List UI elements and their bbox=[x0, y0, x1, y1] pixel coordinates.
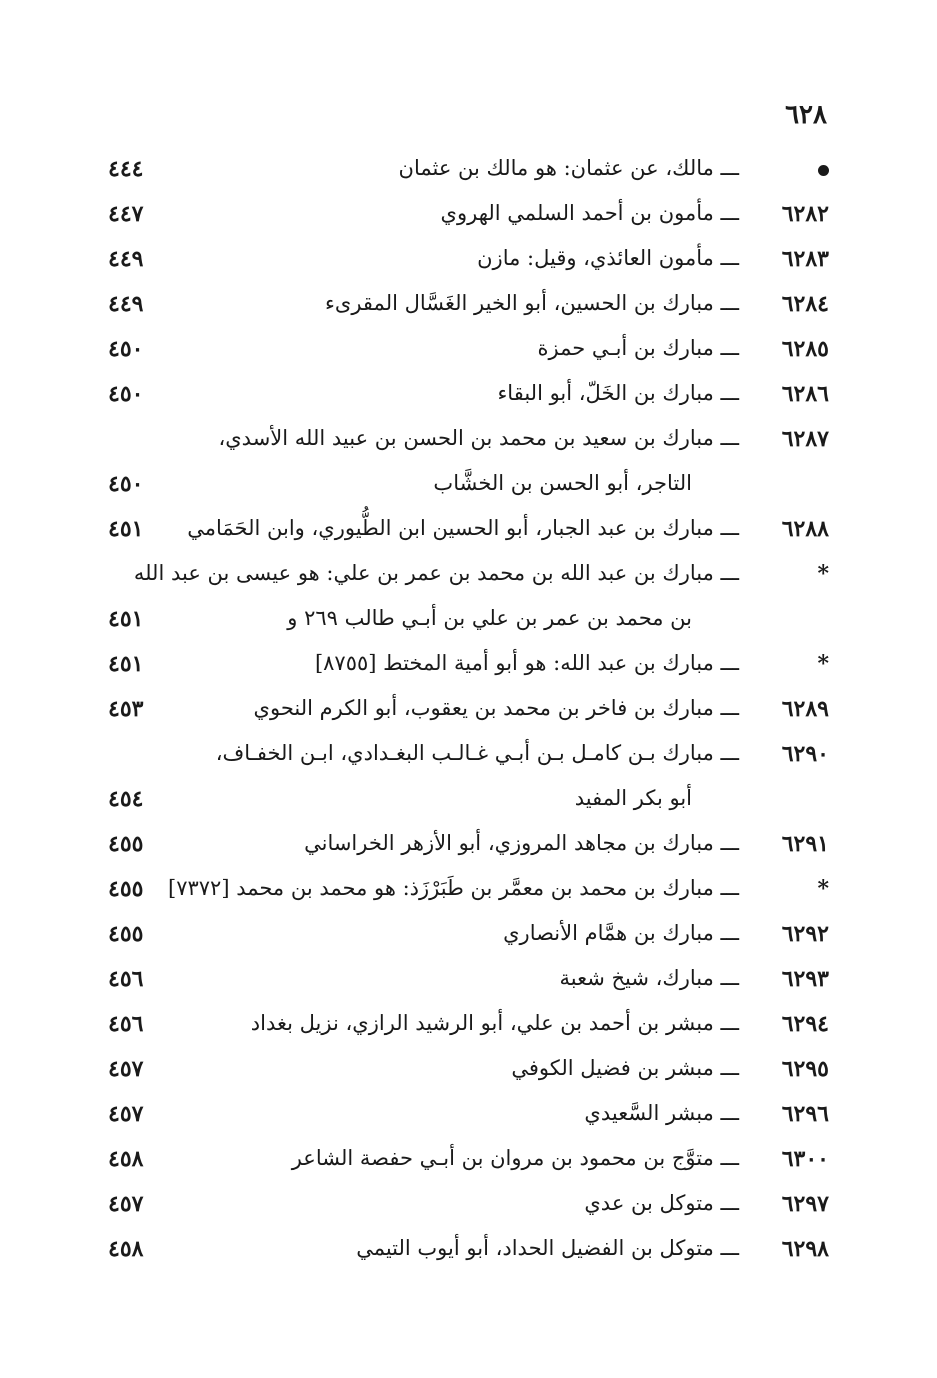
index-entry bbox=[0, 150, 937, 195]
page-reference: ٤٥٠ bbox=[108, 381, 144, 407]
page-reference: ٤٤٤ bbox=[108, 156, 144, 182]
index-entry bbox=[0, 1005, 937, 1050]
index-entry bbox=[0, 870, 937, 915]
entry-number: ٦٢٨٨ bbox=[781, 516, 829, 542]
index-entry bbox=[0, 915, 937, 960]
index-entry bbox=[0, 735, 937, 780]
page-reference: ٤٥٥ bbox=[108, 921, 144, 947]
entry-number: * bbox=[817, 561, 829, 587]
index-entry bbox=[0, 825, 937, 870]
page-reference: ٤٥٤ bbox=[108, 786, 144, 812]
page-reference: ٤٥١ bbox=[108, 606, 144, 632]
page-reference: ٤٥٥ bbox=[108, 876, 144, 902]
index-entry bbox=[0, 1050, 937, 1095]
index-entry-continuation bbox=[0, 465, 937, 510]
index-entries bbox=[0, 150, 937, 1275]
index-entry bbox=[0, 195, 937, 240]
index-entry-continuation bbox=[0, 600, 937, 645]
entry-name: ـــ مبشر السَّعيدي bbox=[584, 1101, 739, 1125]
entry-number: ٦٢٨٤ bbox=[781, 291, 829, 317]
index-entry bbox=[0, 285, 937, 330]
index-entry bbox=[0, 1230, 937, 1275]
entry-number: ٦٢٨٢ bbox=[781, 201, 829, 227]
entry-name: ـــ مبارك بـن كامـل بـن أبـي غـالـب البغـدادي، ابـن الخفـاف، bbox=[215, 741, 739, 765]
index-entry bbox=[0, 690, 937, 735]
entry-number: * bbox=[817, 651, 829, 677]
entry-number: ٦٢٨٩ bbox=[781, 696, 829, 722]
index-entry bbox=[0, 240, 937, 285]
page-reference: ٤٥٠ bbox=[108, 336, 144, 362]
entry-name: ـــ مالك، عن عثمان: هو مالك بن عثمان bbox=[398, 156, 739, 180]
index-entry bbox=[0, 330, 937, 375]
entry-number bbox=[749, 156, 829, 182]
entry-name: ـــ مبارك بن سعيد بن محمد بن الحسن بن عبيد الله الأسدي، bbox=[218, 426, 739, 450]
page-reference: ٤٥٦ bbox=[108, 1011, 144, 1037]
page-reference: ٤٤٩ bbox=[108, 291, 144, 317]
entry-name: ـــ متوكل بن عدي bbox=[584, 1191, 739, 1215]
index-entry bbox=[0, 510, 937, 555]
entry-number: ٦٢٨٧ bbox=[781, 426, 829, 452]
page-reference: ٤٥١ bbox=[108, 516, 144, 542]
entry-number: ٦٢٩٧ bbox=[781, 1191, 829, 1217]
page-reference: ٤٥٥ bbox=[108, 831, 144, 857]
index-entry bbox=[0, 645, 937, 690]
entry-name: ـــ متوكل بن الفضيل الحداد، أبو أيوب التيمي bbox=[356, 1236, 739, 1260]
entry-name: ـــ مبارك بن عبد الجبار، أبو الحسين ابن الطُّيوري، وابن الحَمَامي bbox=[187, 516, 739, 540]
entry-number: ٦٢٩٥ bbox=[781, 1056, 829, 1082]
entry-name: ـــ مبارك، شيخ شعبة bbox=[559, 966, 739, 990]
entry-name: ـــ مبارك بن الخَلّ، أبو البقاء bbox=[497, 381, 739, 405]
entry-name: ـــ مبارك بن عبد الله: هو أبو أمية المختط [٨٧٥٥] bbox=[314, 651, 739, 675]
bullet-icon bbox=[818, 165, 829, 176]
entry-number: ٦٢٩١ bbox=[781, 831, 829, 857]
entry-number: ٦٢٩٢ bbox=[781, 921, 829, 947]
page-reference: ٤٥٣ bbox=[108, 696, 144, 722]
entry-number: ٦٢٨٥ bbox=[781, 336, 829, 362]
entry-number: ٦٢٩٦ bbox=[781, 1101, 829, 1127]
entry-number: ٦٢٩٤ bbox=[781, 1011, 829, 1037]
entry-name: التاجر، أبو الحسن بن الخشَّاب bbox=[433, 471, 692, 495]
entry-number: * bbox=[817, 876, 829, 902]
index-entry bbox=[0, 960, 937, 1005]
page-reference: ٤٤٧ bbox=[108, 201, 144, 227]
page-reference: ٤٥٦ bbox=[108, 966, 144, 992]
index-entry bbox=[0, 1185, 937, 1230]
index-entry bbox=[0, 1140, 937, 1185]
entry-name: ـــ مبارك بن الحسين، أبو الخير الغَسَّال المقرىء bbox=[325, 291, 739, 315]
entry-name: ـــ مبارك بن همَّام الأنصاري bbox=[503, 921, 739, 945]
entry-name: ـــ مبارك بن عبد الله بن محمد بن عمر بن علي: هو عيسى بن عبد الله bbox=[133, 561, 739, 585]
index-entry bbox=[0, 420, 937, 465]
index-entry bbox=[0, 375, 937, 420]
page-reference: ٤٥٨ bbox=[108, 1236, 144, 1262]
page-reference: ٤٥٧ bbox=[108, 1056, 144, 1082]
entry-name: أبو بكر المفيد bbox=[574, 786, 692, 810]
entry-name: ـــ مبارك بن مجاهد المروزي، أبو الأزهر الخراساني bbox=[304, 831, 739, 855]
index-entry bbox=[0, 555, 937, 600]
index-entry-continuation bbox=[0, 780, 937, 825]
page-reference: ٤٤٩ bbox=[108, 246, 144, 272]
page-reference: ٤٥٧ bbox=[108, 1101, 144, 1127]
page-reference: ٤٥١ bbox=[108, 651, 144, 677]
page-reference: ٤٥٧ bbox=[108, 1191, 144, 1217]
entry-number: ٦٢٨٦ bbox=[781, 381, 829, 407]
entry-number: ٦٢٩٣ bbox=[781, 966, 829, 992]
entry-name: ـــ متوَّج بن محمود بن مروان بن أبـي حفصة الشاعر bbox=[291, 1146, 739, 1170]
entry-name: ـــ مبشر بن فضيل الكوفي bbox=[511, 1056, 739, 1080]
entry-name: ـــ مبارك بن فاخر بن محمد بن يعقوب، أبو الكرم النحوي bbox=[253, 696, 739, 720]
entry-name: ـــ مبارك بن محمد بن معمَّر بن طَبَرْزَذ: هو محمد بن محمد [٧٣٧٢] bbox=[168, 876, 739, 900]
entry-name: بن محمد بن عمر بن علي بن أبـي طالب ٢٦٩ و bbox=[287, 606, 692, 630]
entry-name: ـــ مبشر بن أحمد بن علي، أبو الرشيد الرازي، نزيل بغداد bbox=[250, 1011, 739, 1035]
entry-number: ٦٢٨٣ bbox=[781, 246, 829, 272]
page-reference: ٤٥٨ bbox=[108, 1146, 144, 1172]
entry-number: ٦٣٠٠ bbox=[781, 1146, 829, 1172]
entry-name: ـــ مأمون العائذي، وقيل: مازن bbox=[477, 246, 739, 270]
entry-number: ٦٢٩٠ bbox=[781, 741, 829, 767]
entry-name: ـــ مأمون بن أحمد السلمي الهروي bbox=[440, 201, 739, 225]
page-reference: ٤٥٠ bbox=[108, 471, 144, 497]
entry-name: ـــ مبارك بن أبـي حمزة bbox=[537, 336, 739, 360]
index-entry bbox=[0, 1095, 937, 1140]
entry-number: ٦٢٩٨ bbox=[781, 1236, 829, 1262]
page-number: ٦٢٨ bbox=[785, 100, 827, 130]
